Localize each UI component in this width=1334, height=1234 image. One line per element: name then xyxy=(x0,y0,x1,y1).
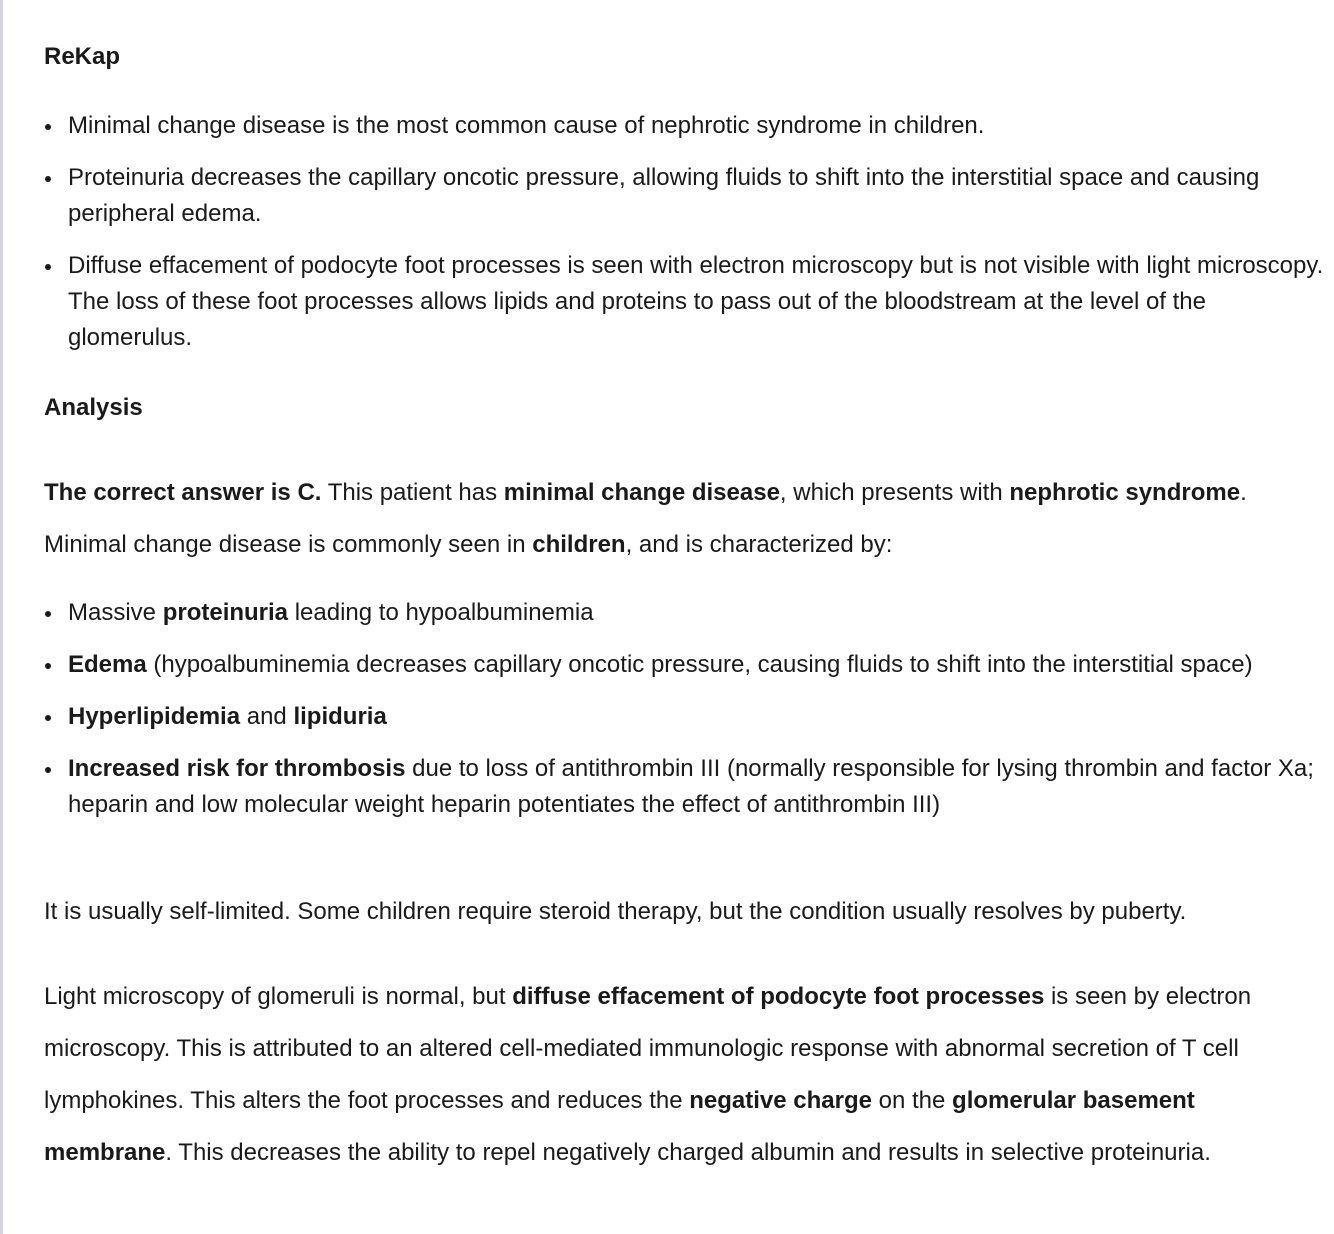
characteristic-item xyxy=(44,699,1324,735)
item-bold-term: Hyperlipidemia xyxy=(68,703,241,730)
rekap-item: Minimal change disease is the most common cause of nephrotic syndrome in children. xyxy=(44,108,1324,144)
paragraph-text: is seen by electron microscopy. This is attributed to an altered cell-mediated immunologic response with abnormal secretion of T cell lymphokines. This alters the foot processes and reduces the xyxy=(44,983,1252,1114)
characteristic-item xyxy=(44,751,1324,823)
item-bold-term: lipiduria xyxy=(293,703,387,730)
correct-answer-lead: The correct answer is C. xyxy=(44,479,322,506)
characteristic-item xyxy=(44,647,1324,683)
answer-bold-term: children xyxy=(532,531,626,558)
item-text: due to loss of antithrombin III (normally responsible for lysing thrombin and factor Xa; heparin and low molecular weight heparin potentiates the effect of antithrombin III) xyxy=(68,755,1314,818)
item-text: and xyxy=(240,703,294,730)
left-border-rule xyxy=(0,0,3,1234)
analysis-heading: Analysis xyxy=(44,394,143,421)
characteristic-item xyxy=(44,595,1324,631)
item-bold-term: Edema xyxy=(68,651,147,678)
rekap-list xyxy=(44,108,1324,372)
paragraph-bold-term: glomerular basement membrane xyxy=(44,1087,1195,1166)
answer-text: , which presents with xyxy=(779,479,1010,506)
rekap-item: Diffuse effacement of podocyte foot processes is seen with electron microscopy but is not visible with light microscopy. The loss of these foot processes allows lipids and proteins to pass out of the bloodstream at the level of the glomerulus. xyxy=(44,248,1324,356)
correct-answer-paragraph xyxy=(44,467,1324,571)
item-text: (hypoalbuminemia decreases capillary oncotic pressure, causing fluids to shift into the interstitial space) xyxy=(146,651,1253,678)
light-microscopy-paragraph xyxy=(44,971,1324,1179)
paragraph-text: on the xyxy=(871,1087,953,1114)
answer-bold-term: nephrotic syndrome xyxy=(1009,479,1241,506)
item-bold-term: proteinuria xyxy=(162,599,289,626)
answer-bold-term: minimal change disease xyxy=(503,479,780,506)
paragraph-text: Light microscopy of glomeruli is normal, but xyxy=(44,983,513,1010)
item-text: Massive xyxy=(68,599,163,626)
answer-text: . Minimal change disease is commonly seen in xyxy=(44,479,1247,558)
rekap-heading: ReKap xyxy=(44,43,121,70)
answer-text: , and is characterized by: xyxy=(625,531,893,558)
paragraph-text: . This decreases the ability to repel negatively charged albumin and results in selective proteinuria. xyxy=(165,1139,1211,1166)
paragraph-bold-term: negative charge xyxy=(689,1087,872,1114)
rekap-item: Proteinuria decreases the capillary oncotic pressure, allowing fluids to shift into the interstitial space and causing peripheral edema. xyxy=(44,160,1324,232)
item-text: leading to hypoalbuminemia xyxy=(288,599,594,626)
item-bold-term: Increased risk for thrombosis xyxy=(68,755,406,782)
self-limited-paragraph: It is usually self-limited. Some children require steroid therapy, but the condition usually resolves by puberty. xyxy=(44,898,1187,925)
characteristics-list xyxy=(44,595,1324,839)
answer-text: This patient has xyxy=(321,479,504,506)
paragraph-bold-term: diffuse effacement of podocyte foot processes xyxy=(512,983,1045,1010)
